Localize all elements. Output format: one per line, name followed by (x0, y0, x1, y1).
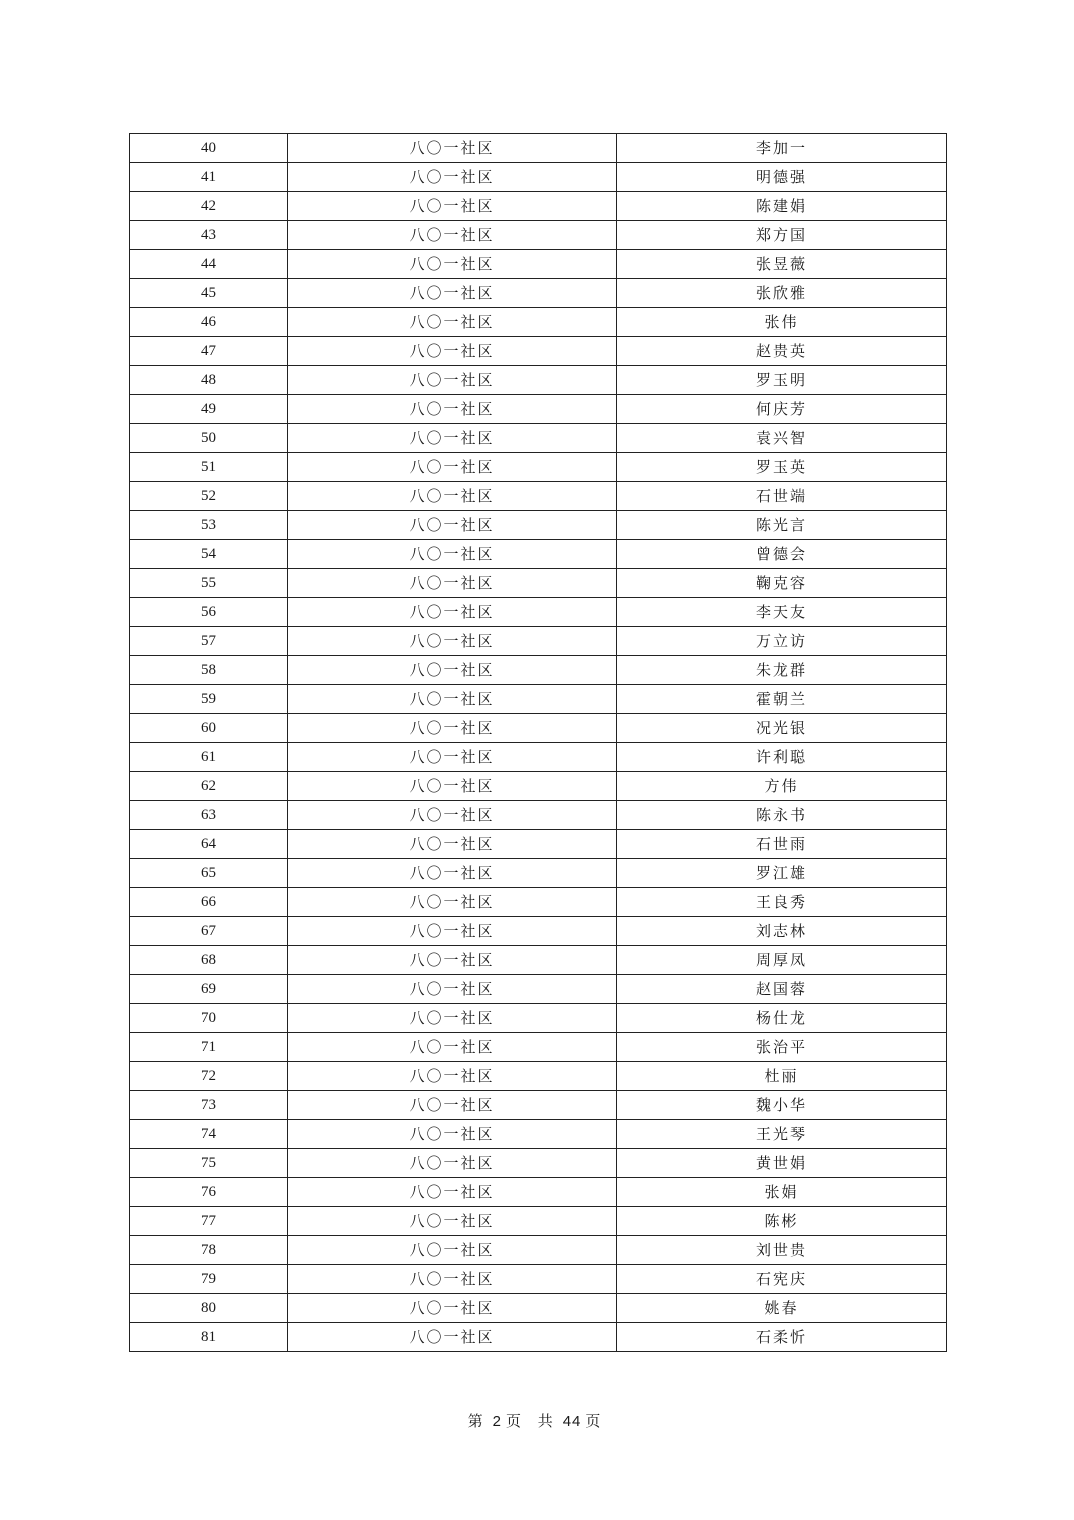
row-community: 八〇一社区 (288, 946, 617, 975)
row-name: 陈光言 (617, 511, 947, 540)
table-row (130, 221, 947, 250)
row-community: 八〇一社区 (288, 801, 617, 830)
row-number: 67 (130, 917, 288, 946)
row-number: 53 (130, 511, 288, 540)
row-number: 65 (130, 859, 288, 888)
row-name: 石世雨 (617, 830, 947, 859)
table-row (130, 1062, 947, 1091)
page-footer (0, 1410, 1074, 1431)
row-name: 万立访 (617, 627, 947, 656)
row-name: 周厚凤 (617, 946, 947, 975)
row-number: 70 (130, 1004, 288, 1033)
row-name: 石世端 (617, 482, 947, 511)
row-number: 74 (130, 1120, 288, 1149)
row-name: 杨仕龙 (617, 1004, 947, 1033)
row-name: 张昱薇 (617, 250, 947, 279)
row-number: 43 (130, 221, 288, 250)
row-name: 赵国蓉 (617, 975, 947, 1004)
table-row (130, 743, 947, 772)
table-row (130, 830, 947, 859)
row-name: 朱龙群 (617, 656, 947, 685)
row-community: 八〇一社区 (288, 714, 617, 743)
row-name: 张治平 (617, 1033, 947, 1062)
table-row (130, 1294, 947, 1323)
row-name: 鞠克容 (617, 569, 947, 598)
table-row (130, 453, 947, 482)
row-number: 61 (130, 743, 288, 772)
row-number: 77 (130, 1207, 288, 1236)
row-name: 刘世贵 (617, 1236, 947, 1265)
row-community: 八〇一社区 (288, 569, 617, 598)
row-community: 八〇一社区 (288, 453, 617, 482)
row-community: 八〇一社区 (288, 134, 617, 163)
table-row (130, 685, 947, 714)
row-number: 47 (130, 337, 288, 366)
row-number: 59 (130, 685, 288, 714)
row-name: 陈永书 (617, 801, 947, 830)
table-row (130, 250, 947, 279)
table-row (130, 308, 947, 337)
row-number: 78 (130, 1236, 288, 1265)
row-community: 八〇一社区 (288, 598, 617, 627)
row-community: 八〇一社区 (288, 308, 617, 337)
row-number: 49 (130, 395, 288, 424)
row-number: 46 (130, 308, 288, 337)
row-community: 八〇一社区 (288, 250, 617, 279)
row-name: 黄世娟 (617, 1149, 947, 1178)
row-community: 八〇一社区 (288, 1265, 617, 1294)
footer-page-number: 2 (492, 1413, 502, 1430)
row-community: 八〇一社区 (288, 1178, 617, 1207)
row-name: 杜丽 (617, 1062, 947, 1091)
table-row (130, 511, 947, 540)
row-community: 八〇一社区 (288, 1323, 617, 1352)
row-community: 八〇一社区 (288, 1120, 617, 1149)
row-community: 八〇一社区 (288, 366, 617, 395)
row-name: 赵贵英 (617, 337, 947, 366)
row-number: 63 (130, 801, 288, 830)
row-name: 许利聪 (617, 743, 947, 772)
row-community: 八〇一社区 (288, 888, 617, 917)
row-community: 八〇一社区 (288, 163, 617, 192)
row-name: 石柔忻 (617, 1323, 947, 1352)
row-name: 石宪庆 (617, 1265, 947, 1294)
row-community: 八〇一社区 (288, 337, 617, 366)
row-number: 42 (130, 192, 288, 221)
table-row (130, 975, 947, 1004)
footer-prefix: 第 (467, 1412, 489, 1430)
row-number: 44 (130, 250, 288, 279)
row-community: 八〇一社区 (288, 540, 617, 569)
row-number: 73 (130, 1091, 288, 1120)
table-row (130, 482, 947, 511)
row-number: 51 (130, 453, 288, 482)
row-community: 八〇一社区 (288, 1207, 617, 1236)
row-number: 71 (130, 1033, 288, 1062)
table-row (130, 1178, 947, 1207)
table-row (130, 1091, 947, 1120)
row-number: 62 (130, 772, 288, 801)
row-name: 罗玉英 (617, 453, 947, 482)
row-name: 刘志林 (617, 917, 947, 946)
row-community: 八〇一社区 (288, 1091, 617, 1120)
row-community: 八〇一社区 (288, 1149, 617, 1178)
row-number: 75 (130, 1149, 288, 1178)
table-row (130, 366, 947, 395)
row-community: 八〇一社区 (288, 482, 617, 511)
row-community: 八〇一社区 (288, 279, 617, 308)
row-number: 56 (130, 598, 288, 627)
table-row (130, 1207, 947, 1236)
row-number: 64 (130, 830, 288, 859)
roster-table-body (130, 134, 947, 1352)
row-community: 八〇一社区 (288, 743, 617, 772)
row-number: 40 (130, 134, 288, 163)
table-row (130, 1033, 947, 1062)
row-name: 郑方国 (617, 221, 947, 250)
row-community: 八〇一社区 (288, 1236, 617, 1265)
row-name: 张伟 (617, 308, 947, 337)
row-number: 45 (130, 279, 288, 308)
table-row (130, 163, 947, 192)
row-community: 八〇一社区 (288, 221, 617, 250)
table-row (130, 801, 947, 830)
row-community: 八〇一社区 (288, 1004, 617, 1033)
table-row (130, 1265, 947, 1294)
row-number: 55 (130, 569, 288, 598)
table-row (130, 1149, 947, 1178)
table-row (130, 1323, 947, 1352)
row-community: 八〇一社区 (288, 192, 617, 221)
row-number: 52 (130, 482, 288, 511)
row-name: 曾德会 (617, 540, 947, 569)
row-number: 50 (130, 424, 288, 453)
row-community: 八〇一社区 (288, 859, 617, 888)
table-row (130, 917, 947, 946)
table-row (130, 424, 947, 453)
row-name: 袁兴智 (617, 424, 947, 453)
footer-total-pages: 44 (562, 1413, 582, 1430)
row-name: 王光琴 (617, 1120, 947, 1149)
row-name: 李天友 (617, 598, 947, 627)
row-name: 霍朝兰 (617, 685, 947, 714)
table-row (130, 337, 947, 366)
row-community: 八〇一社区 (288, 424, 617, 453)
table-row (130, 134, 947, 163)
row-community: 八〇一社区 (288, 772, 617, 801)
row-name: 方伟 (617, 772, 947, 801)
row-number: 80 (130, 1294, 288, 1323)
table-row (130, 569, 947, 598)
table-row (130, 1120, 947, 1149)
row-number: 54 (130, 540, 288, 569)
table-row (130, 656, 947, 685)
table-row (130, 540, 947, 569)
row-community: 八〇一社区 (288, 511, 617, 540)
row-name: 罗玉明 (617, 366, 947, 395)
row-community: 八〇一社区 (288, 975, 617, 1004)
row-community: 八〇一社区 (288, 685, 617, 714)
table-row (130, 279, 947, 308)
roster-table (129, 133, 947, 1352)
row-number: 60 (130, 714, 288, 743)
footer-middle: 页 共 (505, 1412, 559, 1430)
row-name: 魏小华 (617, 1091, 947, 1120)
row-number: 58 (130, 656, 288, 685)
row-community: 八〇一社区 (288, 1062, 617, 1091)
row-number: 48 (130, 366, 288, 395)
row-name: 明德强 (617, 163, 947, 192)
row-name: 罗江雄 (617, 859, 947, 888)
row-community: 八〇一社区 (288, 1033, 617, 1062)
table-row (130, 714, 947, 743)
row-community: 八〇一社区 (288, 830, 617, 859)
table-row (130, 598, 947, 627)
row-name: 王良秀 (617, 888, 947, 917)
table-row (130, 859, 947, 888)
footer-suffix: 页 (585, 1412, 607, 1430)
row-community: 八〇一社区 (288, 395, 617, 424)
table-row (130, 772, 947, 801)
row-name: 张娟 (617, 1178, 947, 1207)
row-number: 57 (130, 627, 288, 656)
row-number: 66 (130, 888, 288, 917)
row-name: 李加一 (617, 134, 947, 163)
table-row (130, 627, 947, 656)
row-name: 陈建娟 (617, 192, 947, 221)
table-row (130, 395, 947, 424)
table-row (130, 1236, 947, 1265)
row-number: 72 (130, 1062, 288, 1091)
row-community: 八〇一社区 (288, 1294, 617, 1323)
row-number: 41 (130, 163, 288, 192)
row-name: 陈彬 (617, 1207, 947, 1236)
row-number: 81 (130, 1323, 288, 1352)
row-community: 八〇一社区 (288, 627, 617, 656)
row-number: 68 (130, 946, 288, 975)
row-number: 79 (130, 1265, 288, 1294)
row-name: 张欣雅 (617, 279, 947, 308)
row-name: 况光银 (617, 714, 947, 743)
row-community: 八〇一社区 (288, 917, 617, 946)
table-row (130, 1004, 947, 1033)
table-row (130, 192, 947, 221)
row-name: 何庆芳 (617, 395, 947, 424)
row-community: 八〇一社区 (288, 656, 617, 685)
row-number: 76 (130, 1178, 288, 1207)
table-row (130, 946, 947, 975)
table-row (130, 888, 947, 917)
row-name: 姚春 (617, 1294, 947, 1323)
row-number: 69 (130, 975, 288, 1004)
